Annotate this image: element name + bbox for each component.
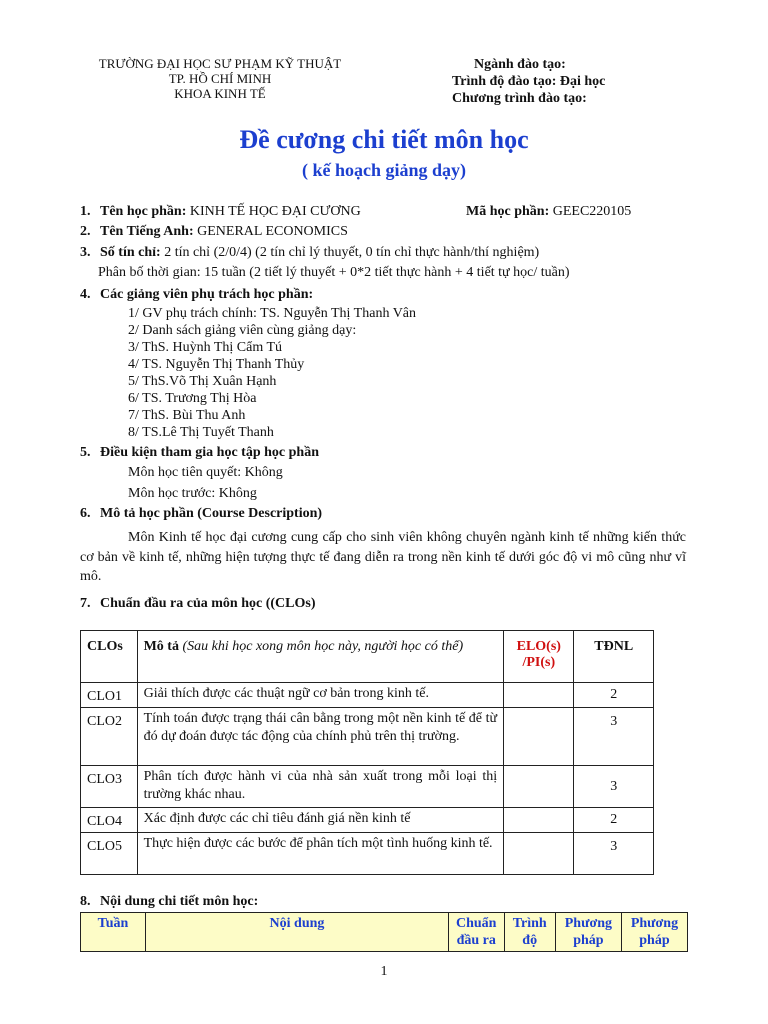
clo-description: Giải thích được các thuật ngữ cơ bản trong kinh tế. [137,683,504,708]
credits-value: 2 tín chỉ (2/0/4) (2 tín chỉ lý thuyết, 0 tín chỉ thực hành/thí nghiệm) [160,245,540,260]
clo-level: 2 [574,808,654,833]
outcome-header-line1: Chuẩn [456,916,497,931]
clo-description: Phân tích được hành vi của nhà sản xuất trong mỗi loại thị trường khác nhau. [137,766,504,808]
clo-table [80,630,654,875]
section-label: Chuẩn đầu ra của môn học ((CLOs) [100,596,316,611]
section-5 [80,444,319,461]
university-header [60,56,380,101]
section-6 [80,505,322,522]
method-header-line2: pháp [573,933,604,948]
prior-course: Môn học trước: Không [128,486,257,501]
clo-level: 3 [574,833,654,875]
lecturer-item: 6/ TS. Trương Thị Hòa [128,391,257,406]
course-description-text: Môn Kinh tế học đại cương cung cấp cho sinh viên không chuyên ngành kinh tế những kiến thức cơ bản về kinh tế, những hiện tượng thực tế đang diễn ra trong nền kinh tế dưới góc độ vi mô cũng như vĩ mô. [80,530,686,584]
clo-code: CLO4 [81,808,138,833]
course-code [466,203,631,220]
document-subtitle: ( kế hoạch giảng dạy) [301,160,467,180]
clo-code: CLO1 [81,683,138,708]
program-level: Trình độ đào tạo: Đại học [452,74,606,89]
description-header-label: Mô tả [143,639,179,654]
method-header-line1: Phương [564,916,613,931]
outcome-header-line2: đầu ra [456,933,496,948]
description-header-note: (Sau khi học xong môn học này, người học có thể) [178,639,464,654]
method-header-line2: pháp [639,933,670,948]
lecturer-item: 5/ ThS.Võ Thị Xuân Hạnh [128,374,277,389]
faculty-name: KHOA KINH TẾ [174,86,266,101]
method-header-line1: Phương [630,916,679,931]
section-number: 8. [80,894,91,909]
page-number: 1 [380,964,388,979]
week-header-label: Tuần [97,916,129,931]
clo-description: Xác định được các chỉ tiêu đánh giá nền kinh tế [137,808,504,833]
table-row [81,833,654,875]
week-header [81,913,146,952]
course-description [80,528,686,587]
section-number: 6. [80,506,91,521]
prerequisite: Môn học tiên quyết: Không [128,465,283,480]
section-4 [80,286,313,303]
elo-header [504,631,574,683]
section-1 [80,203,361,220]
clo-elo [504,808,574,833]
lecturer-item: 2/ Danh sách giảng viên cùng giảng dạy: [128,323,357,338]
clo-elo [504,833,574,875]
course-code-value: GEEC220105 [549,204,632,219]
university-name: TRƯỜNG ĐẠI HỌC SƯ PHẠM KỸ THUẬT [98,56,342,71]
section-2 [80,223,348,240]
document-title: Đề cương chi tiết môn học [239,125,529,154]
clo-elo [504,766,574,808]
section-label: Nội dung chi tiết môn học: [100,894,259,909]
section-label: Số tín chỉ: [100,245,161,260]
table-row [81,708,654,766]
method-header [621,913,687,952]
section-7 [80,595,315,612]
lecturer-item: 1/ GV phụ trách chính: TS. Nguyễn Thị Thanh Vân [128,306,417,321]
content-table-header [81,913,688,952]
clo-level: 3 [574,766,654,808]
course-code-label: Mã học phần: [466,204,550,219]
elo-header-line2: /PI(s) [522,655,556,670]
program-curriculum: Chương trình đào tạo: [452,91,587,106]
clo-code: CLO2 [81,708,138,766]
outcome-header [448,913,504,952]
clo-code: CLO3 [81,766,138,808]
lecturer-item: 3/ ThS. Huỳnh Thị Cẩm Tú [128,340,283,355]
level-header [504,913,555,952]
content-header-label: Nội dung [269,916,325,931]
section-number: 3. [80,245,91,260]
lecturer-item: 7/ ThS. Bùi Thu Anh [128,408,246,423]
section-number: 4. [80,287,91,302]
description-header [137,631,504,683]
program-header [452,56,605,107]
clo-description: Tính toán được trạng thái cân bằng trong một nền kinh tế để từ đó dự đoán được tác động của chính phủ trên thị trường. [137,708,504,766]
clo-description: Thực hiện được các bước để phân tích một tình huống kinh tế. [137,833,504,875]
section-number: 5. [80,445,91,460]
section-number: 2. [80,224,91,239]
tdnl-header: TĐNL [574,631,654,683]
section-label: Tên học phần: [100,204,187,219]
section-label: Tên Tiếng Anh: [100,224,194,239]
course-name: KINH TẾ HỌC ĐẠI CƯƠNG [186,204,361,219]
clos-header: CLOs [81,631,138,683]
clo-level: 2 [574,683,654,708]
level-header-line2: độ [522,933,538,948]
lecturer-item: 8/ TS.Lê Thị Tuyết Thanh [128,425,274,440]
content-table [80,912,688,952]
method-header [555,913,621,952]
english-name: GENERAL ECONOMICS [193,224,348,239]
table-row [81,808,654,833]
university-city: TP. HỒ CHÍ MINH [168,71,272,86]
table-row [81,766,654,808]
clo-code: CLO5 [81,833,138,875]
program-major: Ngành đào tạo: [474,57,566,72]
section-number: 7. [80,596,91,611]
table-row [81,683,654,708]
clo-elo [504,708,574,766]
time-allocation: Phân bố thời gian: 15 tuần (2 tiết lý thuyết + 0*2 tiết thực hành + 4 tiết tự học/ tuần) [98,265,570,280]
clo-level: 3 [574,708,654,766]
level-header-line1: Trình [512,916,547,931]
lecturer-item: 4/ TS. Nguyễn Thị Thanh Thủy [128,357,305,372]
section-number: 1. [80,204,91,219]
section-label: Điều kiện tham gia học tập học phần [100,445,319,460]
section-8 [80,893,258,910]
section-3 [80,244,539,261]
content-header [145,913,448,952]
section-label: Các giảng viên phụ trách học phần: [100,287,314,302]
section-label: Mô tả học phần (Course Description) [100,506,323,521]
clo-table-header [81,631,654,683]
clo-elo [504,683,574,708]
elo-header-line1: ELO(s) [516,639,561,654]
